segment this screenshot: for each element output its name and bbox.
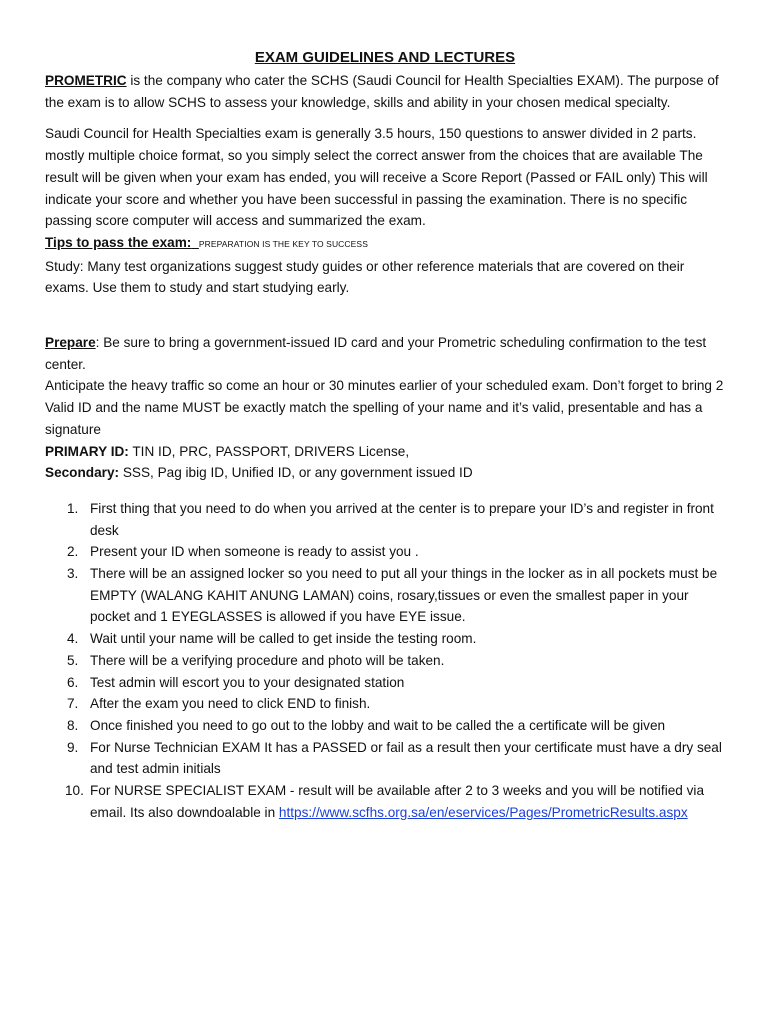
prometric-results-link[interactable]: https://www.scfhs.org.sa/en/eservices/Pages/PrometricResults.aspx: [278, 804, 688, 820]
list-item-number: 2.: [67, 544, 79, 560]
list-item: [45, 541, 725, 563]
list-item: [45, 715, 725, 737]
list-item: [45, 780, 725, 823]
tips-heading-line: [45, 232, 725, 256]
list-item-text: After the exam you need to click END to finish.: [90, 696, 371, 712]
list-item: [45, 693, 725, 715]
document-page: [45, 48, 725, 824]
intro-paragraph: [45, 70, 725, 113]
list-item-text: For Nurse Technician EXAM It has a PASSED or fail as a result then your certificate must have a dry seal and test admin initials: [90, 739, 722, 777]
primary-id-label: PRIMARY ID:: [45, 443, 129, 459]
list-item: [45, 563, 725, 628]
list-item-number: 4.: [67, 631, 79, 647]
spacer: [45, 113, 725, 123]
secondary-id-line: [45, 462, 725, 484]
list-item-text: Present your ID when someone is ready to assist you .: [90, 544, 419, 560]
list-item-text: Test admin will escort you to your designated station: [90, 674, 405, 690]
list-item-number: 5.: [67, 652, 79, 668]
primary-id-text: TIN ID, PRC, PASSPORT, DRIVERS License,: [128, 443, 410, 459]
list-item-number: 10.: [65, 783, 84, 799]
list-item-text: First thing that you need to do when you arrived at the center is to prepare your ID’s and register in front desk: [90, 500, 714, 538]
list-item-text: Wait until your name will be called to get inside the testing room.: [90, 631, 477, 647]
prepare-text: : Be sure to bring a government-issued ID card and your Prometric scheduling confirmation to the test center.: [45, 335, 707, 372]
prepare-paragraph: [45, 332, 725, 375]
secondary-id-text: SSS, Pag ibig ID, Unified ID, or any government issued ID: [119, 465, 473, 481]
tips-subheading: PREPARATION IS THE KEY TO SUCCESS: [198, 238, 368, 249]
list-item-number: 7.: [67, 696, 79, 712]
tips-heading: Tips to pass the exam:: [45, 234, 192, 250]
exam-info-paragraph: Saudi Council for Health Specialties exam is generally 3.5 hours, 150 questions to answer divided in 2 parts. mostly multiple choice format, so you simply select the correct answer from the choices that are available The result will be given when your exam has ended, you will receive a Score Report (Passed or FAIL only) This will indicate your score and whether you have been successful in passing the examination. There is no specific passing score computer will access and summarized the exam.: [45, 126, 708, 229]
study-paragraph: Study: Many test organizations suggest study guides or other reference materials that are covered on their exams. Use them to study and start studying early.: [45, 258, 685, 296]
list-item: [45, 498, 725, 541]
list-item: [45, 672, 725, 694]
page-title: EXAM GUIDELINES AND LECTURES: [254, 49, 516, 66]
steps-list: [45, 498, 725, 824]
list-item-text: Once finished you need to go out to the lobby and wait to be called the a certificate will be given: [90, 717, 666, 733]
intro-text: is the company who cater the SCHS (Saudi Council for Health Specialties EXAM). The purpose of the exam is to allow SCHS to assess your knowledge, skills and ability in your chosen medical specialty.: [45, 73, 719, 110]
anticipate-paragraph: Anticipate the heavy traffic so come an hour or 30 minutes earlier of your scheduled exam. Don’t forget to bring 2 Valid ID and the name MUST be exactly match the spelling of your name and it’s valid, presentable and has a signature: [45, 378, 724, 437]
list-item-text: There will be a verifying procedure and photo will be taken.: [90, 652, 445, 668]
secondary-id-label: Secondary:: [45, 465, 120, 481]
list-item: [45, 650, 725, 672]
list-item-number: 9.: [67, 739, 79, 755]
prepare-label: Prepare: [45, 335, 96, 351]
company-name: PROMETRIC: [45, 73, 127, 88]
list-item: [45, 737, 725, 780]
list-item-text: For NURSE SPECIALIST EXAM - result will be available after 2 to 3 weeks and you will be notified via email. Its also downdoalable in: [90, 783, 705, 820]
list-item-text: There will be an assigned locker so you need to put all your things in the locker as in all pockets must be EMPTY (WALANG KAHIT ANUNG LAMAN) coins, rosary,tissues or even the smallest paper in your pocket and 1 EYEGLASSES is allowed if you have EYE issue.: [90, 566, 718, 625]
spacer: [45, 299, 725, 332]
list-item-number: 8.: [67, 717, 79, 733]
list-item-number: 6.: [67, 674, 79, 690]
list-item-number: 3.: [67, 566, 79, 582]
primary-id-line: [45, 441, 725, 463]
list-item: [45, 628, 725, 650]
spacer: [45, 484, 725, 498]
list-item-number: 1.: [67, 500, 79, 516]
